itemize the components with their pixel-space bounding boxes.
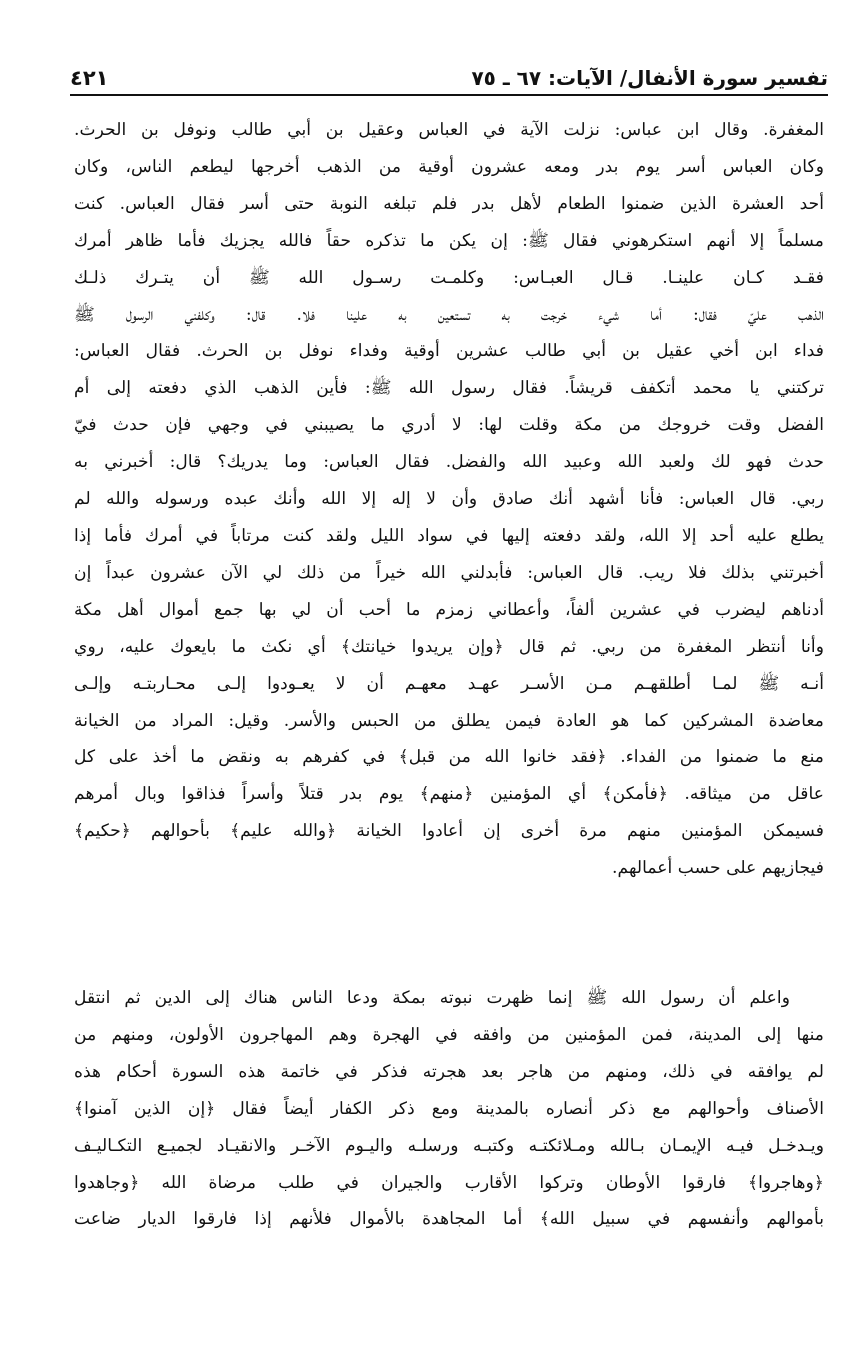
text-line: أخبرتني بذلك فلا ريب. قال العباس: فأبدلني الله خيراً من ذلك لي الآن عشرون عبداً إن [74, 562, 824, 583]
text-line: ويـدخـل فيـه الإيمـان بـالله ومـلائكتـه وكتبـه ورسلـه واليـوم الآخـر والانقيـاد لجميـع التكـاليـف [74, 1135, 824, 1156]
text-line: أنـه ﷺ لمـا أطلقهـم مـن الأسـر عهـد معهـم أن لا يعـودوا إلـى محـاربتـه وإلـى [74, 673, 824, 694]
text-line: أدناهم ليضرب في عشرين ألفاً، وأعطاني زمزم ما أحب أن لي بها جمع أموال أهل مكة [74, 599, 824, 620]
text-line: بأموالهم وأنفسهم في سبيل الله﴾ أما المجاهدة بالأموال فلأنهم إذا فارقوا الديار ضاعت [74, 1209, 824, 1230]
paragraph-2 [74, 980, 824, 1238]
page-number: ٤٢١ [70, 66, 109, 90]
text-line: تركتني يا محمد أتكفف قريشاً. فقال رسول الله ﷺ: فأين الذهب الذي دفعته إلى أم [74, 378, 824, 399]
text-line: فقـد كـان علينـا. قـال العبـاس: وكلمـت رسـول الله ﷺ أن يتـرك ذلـك [74, 267, 824, 288]
text-line: الفضل وقت خروجك من مكة وقلت لها: لا أدري ما يصيبني في وجهي فإن حدث فيّ [74, 415, 824, 436]
text-line: منها إلى المدينة، فمن المؤمنين من وافقه في الهجرة وهم المهاجرون الأولون، ومنهم من [74, 1024, 824, 1045]
paragraph-1 [74, 112, 824, 887]
text-line: لم يوافقه في ذلك، ومنهم من هاجر بعد هجرته فذكر في خاتمة هذه السورة أحكام هذه [74, 1061, 824, 1082]
text-line: فداء ابن أخي عقيل بن أبي طالب عشرين أوقية وفداء نوفل بن الحرث. فقال العباس: [74, 341, 824, 362]
text-line: أحد العشرة الذين ضمنوا الطعام لأهل بدر فلم تبلغه النوبة حتى أسر فقال العباس. كنت [74, 193, 824, 214]
text-line: حدث فهو لك ولعبد الله وعبيد الله والفضل. فقال العباس: وما يدريك؟ قال: أخبرني به [74, 452, 824, 473]
text-line: المغفرة. وقال ابن عباس: نزلت الآية في العباس وعقيل بن أبي طالب ونوفل بن الحرث. [74, 120, 824, 140]
text-line: واعلم أن رسول الله ﷺ إنما ظهرت نبوته بمكة ودعا الناس هناك إلى الدين ثم انتقل [74, 988, 790, 1008]
text-line: فيجازيهم على حسب أعمالهم. [612, 858, 824, 879]
running-header [70, 56, 828, 96]
text-line: مسلماً إلا أنهم استكرهوني فقال ﷺ: إن يكن ما تذكره حقاً فالله يجزيك فأما ظاهر أمرك [74, 230, 824, 251]
running-title: تفسير سورة الأنفال/ الآيات: ٦٧ ـ ٧٥ [471, 66, 828, 90]
text-line: الذهب عليّ فقال: أما شيء خرجت به تستعين به علينا فلا. قال: وكلفني الرسول ﷺ [74, 304, 824, 325]
text-line: عاقل من ميثاقه. ﴿فأمكن﴾ أي المؤمنين ﴿منهم﴾ يوم بدر قتلاً وأسراً فذاقوا وبال أمرهم [74, 784, 824, 805]
text-line: معاضدة المشركين كما هو العادة فيمن يطلق من الحبس والأسر. وقيل: المراد من الخيانة [74, 710, 824, 731]
text-line: وأنا أنتظر المغفرة من ربي. ثم قال ﴿وإن يريدوا خيانتك﴾ أي نكث ما بايعوك عليه، روي [74, 636, 824, 657]
text-line: يطلع عليه أحد إلا الله، ولقد دفعته إليها في سواد الليل ولقد كنت مرتاباً في أمرك فأما إذا [74, 525, 824, 546]
text-line: ربي. قال العباس: فأنا أشهد أنك صادق وأن لا إله إلا الله وأنك عبده ورسوله والله لم [74, 489, 824, 510]
text-line: وكان العباس أسر يوم بدر ومعه عشرون أوقية من الذهب أخرجها ليطعم الناس، وكان [74, 156, 824, 177]
text-line: منع ما ضمنوا من الفداء. ﴿فقد خانوا الله من قبل﴾ في كفرهم به ونقض ما أخذ على كل [74, 747, 824, 768]
text-line: الأصناف وأحوالهم مع ذكر أنصاره بالمدينة ومع ذكر الكفار أيضاً فقال ﴿إن الذين آمنوا﴾ [74, 1098, 824, 1119]
text-line: ﴿وهاجروا﴾ فارقوا الأوطان وتركوا الأقارب والجيران في طلب مرضاة الله ﴿وجاهدوا [74, 1172, 824, 1193]
text-line: فسيمكن المؤمنين منهم مرة أخرى إن أعادوا الخيانة ﴿والله عليم﴾ بأحوالهم ﴿حكيم﴾ [74, 821, 824, 842]
